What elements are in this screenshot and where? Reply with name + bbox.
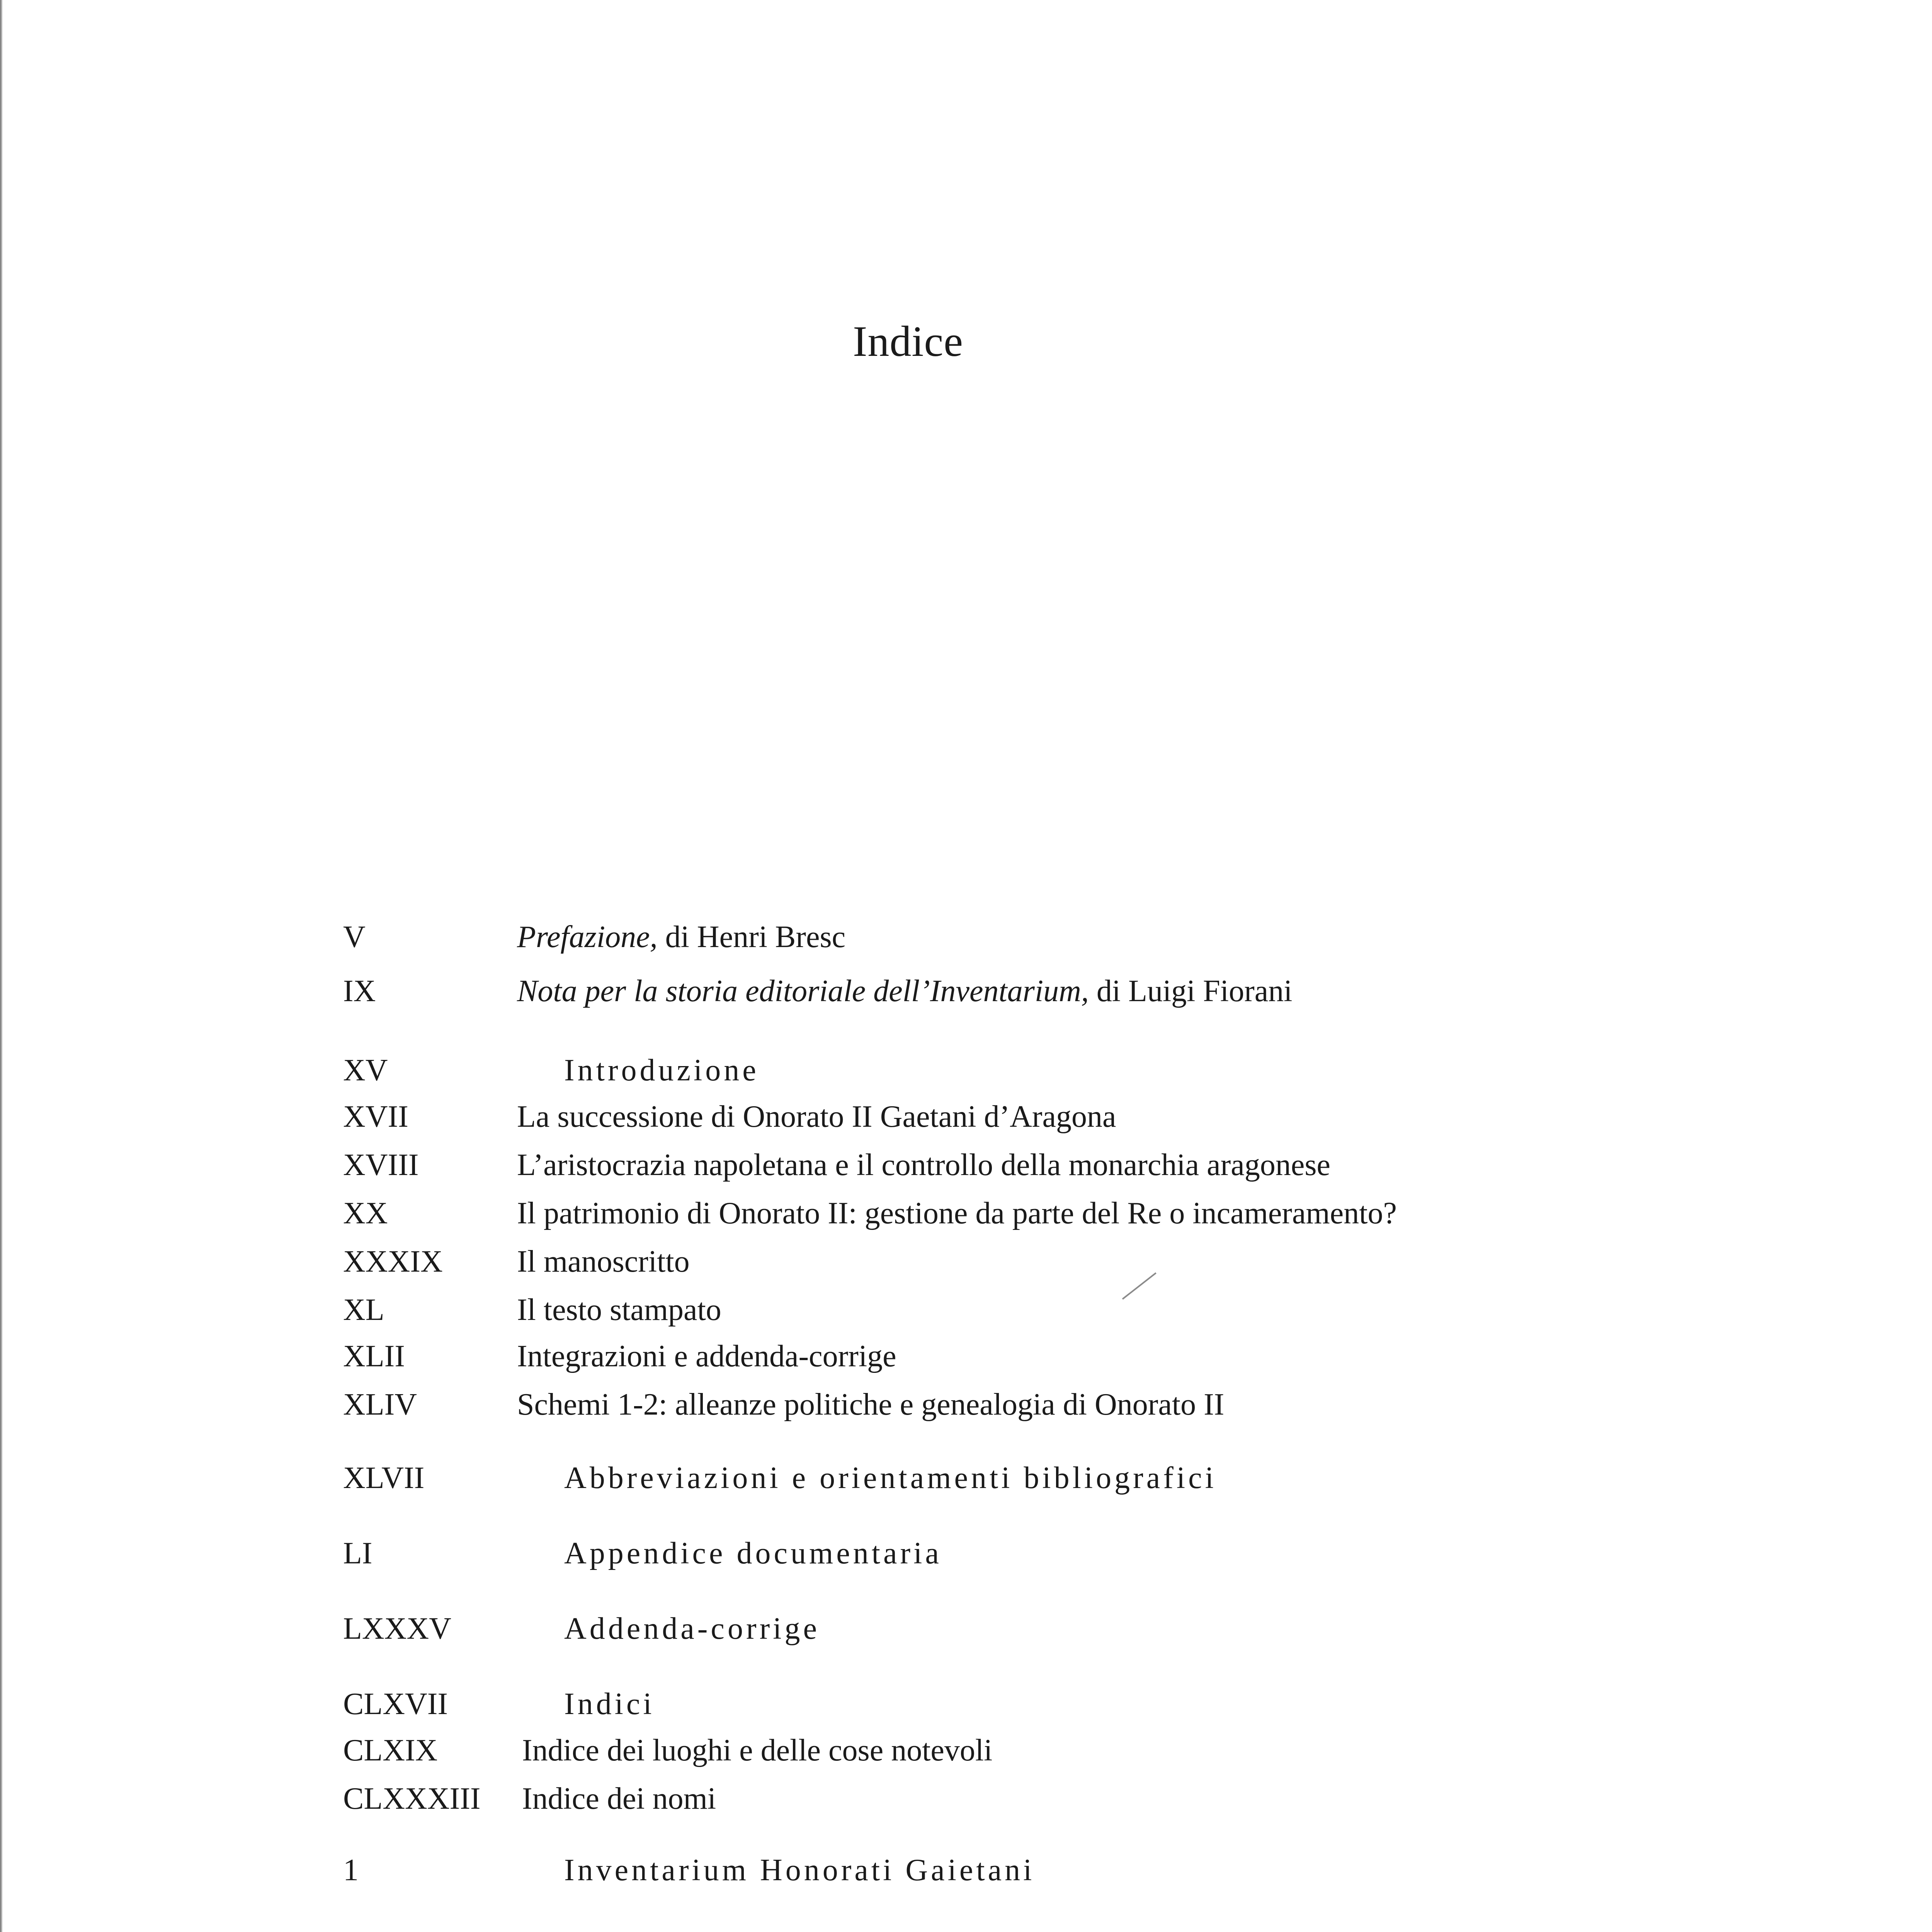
toc-section-title	[564, 1851, 1035, 1889]
toc-entry-title	[517, 972, 1292, 1010]
toc-page-number: IX	[343, 974, 376, 1008]
toc-entry-italic: Prefazione,	[517, 920, 658, 954]
toc-entry-text: Integrazioni e addenda-corrige	[517, 1339, 896, 1373]
toc-entry-title	[517, 1385, 1224, 1424]
toc-page-number: CLXIX	[343, 1733, 438, 1767]
toc-entry-text: di Luigi Fiorani	[1088, 974, 1293, 1008]
toc-entry-text: Inventarium Honorati Gaietani	[564, 1853, 1035, 1887]
toc-entry-text: Addenda-corrige	[564, 1612, 820, 1646]
toc-entry-title	[517, 1097, 1116, 1136]
toc-page-number: XX	[343, 1196, 388, 1230]
toc-page-number: V	[343, 920, 366, 954]
toc-entry-title	[517, 1242, 690, 1281]
toc-entry-title	[517, 1291, 721, 1329]
toc-entry-text: Il patrimonio di Onorato II: gestione da parte del Re o incameramento?	[517, 1196, 1397, 1230]
toc-entry-title	[517, 1194, 1397, 1233]
toc-page-number: XLIV	[343, 1388, 417, 1422]
toc-page-number: LI	[343, 1536, 372, 1570]
toc-page-number: XV	[343, 1053, 388, 1087]
toc-page-number: 1	[343, 1853, 359, 1887]
toc-page-number: CLXXXIII	[343, 1782, 481, 1816]
toc-entry-text: Il manoscritto	[517, 1245, 690, 1279]
toc-page-number: XL	[343, 1293, 384, 1327]
toc-page-number: XVII	[343, 1100, 408, 1134]
toc-entry-italic: Nota per la storia editoriale dell’Inventarium,	[517, 974, 1089, 1008]
toc-entry-title	[522, 1731, 992, 1770]
toc-entry-text: Il testo stampato	[517, 1293, 721, 1327]
toc-entry-text: L’aristocrazia napoletana e il controllo della monarchia aragonese	[517, 1148, 1330, 1182]
toc-entry-text: Indice dei nomi	[522, 1782, 716, 1816]
toc-section-title	[564, 1459, 1217, 1497]
toc-page-number: LXXXV	[343, 1612, 451, 1646]
scan-edge	[0, 0, 3, 1932]
toc-entry-title	[517, 918, 845, 956]
toc-entry-text: Abbreviazioni e orientamenti bibliografici	[564, 1461, 1217, 1495]
toc-page-number: XXXIX	[343, 1245, 443, 1279]
toc-section-title	[564, 1609, 820, 1648]
toc-entry-text: Schemi 1-2: alleanze politiche e genealogia di Onorato II	[517, 1388, 1225, 1422]
toc-entry-title	[517, 1337, 896, 1376]
toc-entry-title	[522, 1779, 716, 1818]
toc-entry-text: Introduzione	[564, 1053, 759, 1087]
toc-entry-text: Appendice documentaria	[564, 1536, 942, 1570]
toc-entry-text: di Henri Bresc	[657, 920, 846, 954]
toc-section-title	[564, 1534, 942, 1573]
toc-entry-text: La successione di Onorato II Gaetani d’Aragona	[517, 1100, 1116, 1134]
toc-section-title	[564, 1051, 759, 1090]
toc-entry-text: Indici	[564, 1687, 655, 1721]
toc-entry-title	[517, 1146, 1330, 1184]
toc-page-number: XVIII	[343, 1148, 419, 1182]
toc-page-number: XLVII	[343, 1461, 425, 1495]
pen-mark	[1122, 1272, 1156, 1300]
page-title: Indice	[853, 318, 963, 366]
toc-page-number: CLXVII	[343, 1687, 448, 1721]
toc-section-title	[564, 1685, 655, 1723]
toc-entry-text: Indice dei luoghi e delle cose notevoli	[522, 1733, 993, 1767]
toc-page-number: XLII	[343, 1339, 405, 1373]
